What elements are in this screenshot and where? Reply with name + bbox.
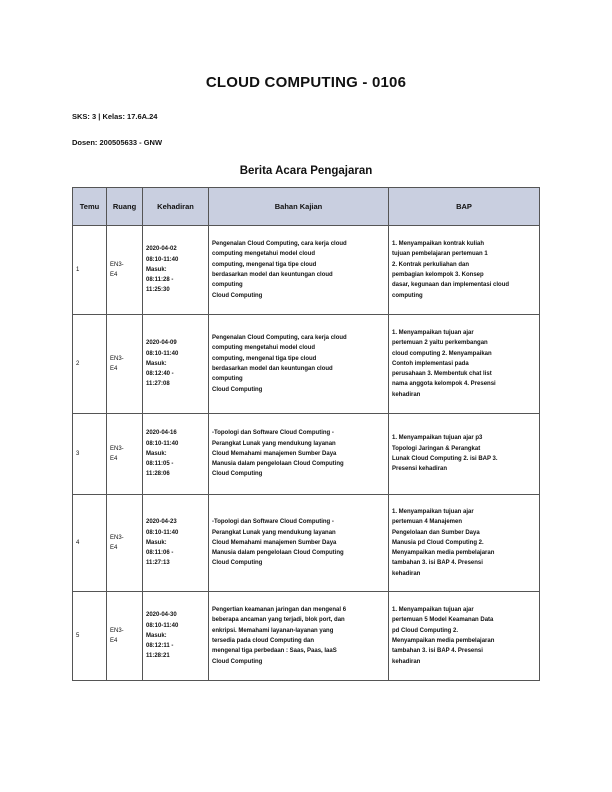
cell-bap [389,495,540,592]
ruang-line: E4 [110,456,118,462]
bap-line: tambahan 3. isi BAP 4. Presensi [392,560,483,567]
cell-kehadiran [143,414,209,495]
kehadiran-label: Masuk: [146,632,167,639]
bahan-line: Manusia dalam pengelolaan Cloud Computing [212,461,344,468]
table-row [73,315,540,414]
kehadiran-out: 11:28:21 [146,653,170,660]
bahan-line: Cloud Computing [212,471,263,478]
cell-temu: 1 [73,226,107,315]
bahan-line: Cloud Memahami manajemen Sumber Daya [212,450,337,457]
cell-bap [389,414,540,495]
table-row [73,592,540,681]
header-temu: Temu [73,188,107,226]
bahan-line: Cloud Computing [212,386,263,393]
bahan-line: berdasarkan model dan keuntungan cloud [212,272,333,278]
bap-line: 1. Menyampaikan tujuan ajar p3 [392,435,483,442]
bap-line: cloud computing 2. Menyampaikan [392,350,492,357]
bap-line: pd Cloud Computing 2. [392,627,458,634]
bap-line: pertemuan 2 yaitu perkembangan [392,340,488,347]
bahan-line: Manusia dalam pengelolaan Cloud Computing [212,550,344,557]
kehadiran-label: Masuk: [146,539,167,546]
kehadiran-in: 08:11:28 - [146,277,174,284]
cell-kehadiran [143,495,209,592]
kehadiran-in: 08:12:40 - [146,371,174,378]
bap-line: nama anggota kelompok 4. Presensi [392,381,496,388]
cell-bahan-kajian [209,414,389,495]
kehadiran-out: 11:28:06 [146,471,170,478]
bap-line: tambahan 3. isi BAP 4. Presensi [392,648,483,655]
bap-line: 2. Kontrak perkuliahan dan [392,261,470,268]
table-row [73,414,540,495]
cell-bahan-kajian [209,226,389,315]
kehadiran-date: 2020-04-09 [146,340,177,347]
bap-line: Pengelolaan dan Sumber Daya [392,529,480,536]
kehadiran-in: 08:11:05 - [146,461,174,468]
cell-bap [389,592,540,681]
kehadiran-schedule: 08:10-11:40 [146,256,179,263]
bahan-line: computing mengetahui model cloud [212,345,316,352]
bap-line: Topologi Jaringan & Perangkat [392,445,481,452]
header-bap: BAP [389,188,540,226]
cell-temu: 2 [73,315,107,414]
table-header-row [73,188,540,226]
ruang-line: E4 [110,638,118,644]
bap-line: pertemuan 5 Model Keamanan Data [392,617,494,624]
bahan-line: berdasarkan model dan keuntungan cloud [212,366,333,372]
kehadiran-date: 2020-04-23 [146,519,177,526]
bahan-line: Perangkat Lunak yang mendukung layanan [212,440,336,447]
bahan-line: beberapa ancaman yang terjadi, blok port, dan [212,617,345,624]
bahan-line: computing [212,376,243,383]
bahan-line: Pengertian keamanan jaringan dan mengenal 6 [212,607,347,614]
kehadiran-out: 11:27:08 [146,381,170,388]
bahan-line: Pengenalan Cloud Computing, cara kerja cloud [212,241,347,248]
cell-temu: 4 [73,495,107,592]
cell-kehadiran [143,226,209,315]
ruang-line: EN3- [110,261,124,268]
bahan-line: Pengenalan Cloud Computing, cara kerja cloud [212,335,347,342]
ruang-line: EN3- [110,445,124,452]
cell-ruang [107,226,143,315]
kehadiran-label: Masuk: [146,360,167,367]
kehadiran-label: Masuk: [146,266,167,273]
bahan-line: Cloud Computing [212,560,263,567]
kehadiran-schedule: 08:10-11:40 [146,622,179,629]
bap-line: 1. Menyampaikan tujuan ajar [392,329,474,336]
cell-temu: 5 [73,592,107,681]
table-row [73,226,540,315]
bap-line: kehadiran [392,570,421,577]
ruang-line: EN3- [110,355,124,362]
bap-line: 1. Menyampaikan tujuan ajar [392,607,474,614]
bap-line: dasar, kegunaan dan implementasi cloud [392,282,510,289]
ruang-line: EN3- [110,627,124,634]
bahan-line: computing mengetahui model cloud [212,251,316,258]
kehadiran-date: 2020-04-30 [146,612,177,619]
header-kehadiran: Kehadiran [143,188,209,226]
course-lecturer: Dosen: 200505633 - GNW [72,138,163,147]
cell-bahan-kajian [209,315,389,414]
cell-ruang [107,592,143,681]
cell-bahan-kajian [209,495,389,592]
bahan-line: -Topologi dan Software Cloud Computing - [212,519,334,526]
cell-ruang [107,315,143,414]
cell-bahan-kajian [209,592,389,681]
cell-bap [389,226,540,315]
cell-kehadiran [143,592,209,681]
bap-line: Menyampaikan media pembelajaran [392,550,495,557]
cell-ruang [107,495,143,592]
ruang-line: EN3- [110,534,124,541]
bahan-line: computing, mengenal tiga tipe cloud [212,355,317,362]
kehadiran-schedule: 08:10-11:40 [146,529,179,536]
kehadiran-out: 11:27:13 [146,560,170,567]
bahan-line: computing, mengenal tiga tipe cloud [212,261,317,268]
bahan-line: Cloud Computing [212,658,263,665]
bahan-line: enkripsi. Memahami layanan-layanan yang [212,627,334,634]
cell-ruang [107,414,143,495]
cell-temu: 3 [73,414,107,495]
kehadiran-date: 2020-04-02 [146,246,177,253]
ruang-line: E4 [110,272,118,278]
bap-line: kehadiran [392,391,421,398]
bap-table [72,187,540,681]
bahan-line: computing [212,282,243,289]
table-row [73,495,540,592]
bap-line: computing [392,292,423,299]
cell-kehadiran [143,315,209,414]
bahan-line: mengenal tiga perbedaan : Saas, Paas, IaaS [212,648,337,655]
bap-line: perusahaan 3. Membentuk chat list [392,371,492,378]
kehadiran-date: 2020-04-16 [146,430,177,437]
bap-line: 1. Menyampaikan kontrak kuliah [392,241,485,248]
page-title: CLOUD COMPUTING - 0106 [205,74,407,91]
bahan-line: tersedia pada cloud Computing dan [212,638,315,644]
kehadiran-schedule: 08:10-11:40 [146,440,179,447]
bahan-line: Perangkat Lunak yang mendukung layanan [212,529,336,536]
bap-line: Lunak Cloud Computing 2. isi BAP 3. [392,456,498,462]
bap-line: pembagian kelompok 3. Konsep [392,272,484,278]
bahan-line: Cloud Computing [212,292,263,299]
kehadiran-schedule: 08:10-11:40 [146,350,179,357]
bap-line: 1. Menyampaikan tujuan ajar [392,508,474,515]
cell-bap [389,315,540,414]
bahan-line: Cloud Memahami manajemen Sumber Daya [212,539,337,546]
bap-line: kehadiran [392,658,421,665]
ruang-line: E4 [110,545,118,551]
bap-line: pertemuan 4 Manajemen [392,519,463,526]
ruang-line: E4 [110,366,118,372]
section-title: Berita Acara Pengajaran [239,165,373,177]
kehadiran-label: Masuk: [146,450,167,457]
kehadiran-out: 11:25:30 [146,287,170,294]
bap-line: Contoh implementasi pada [392,360,469,367]
bap-line: Menyampaikan media pembelajaran [392,638,495,644]
bap-line: tujuan pembelajaran pertemuan 1 [392,251,488,258]
bap-line: Manusia pd Cloud Computing 2. [392,539,484,546]
header-bahan-kajian: Bahan Kajian [209,188,389,226]
bahan-line: -Topologi dan Software Cloud Computing - [212,430,334,437]
kehadiran-in: 08:11:06 - [146,550,174,557]
header-ruang: Ruang [107,188,143,226]
course-sks-class: SKS: 3 | Kelas: 17.6A.24 [72,112,158,121]
bap-line: Presensi kehadiran [392,466,448,473]
kehadiran-in: 08:12:11 - [146,643,174,650]
